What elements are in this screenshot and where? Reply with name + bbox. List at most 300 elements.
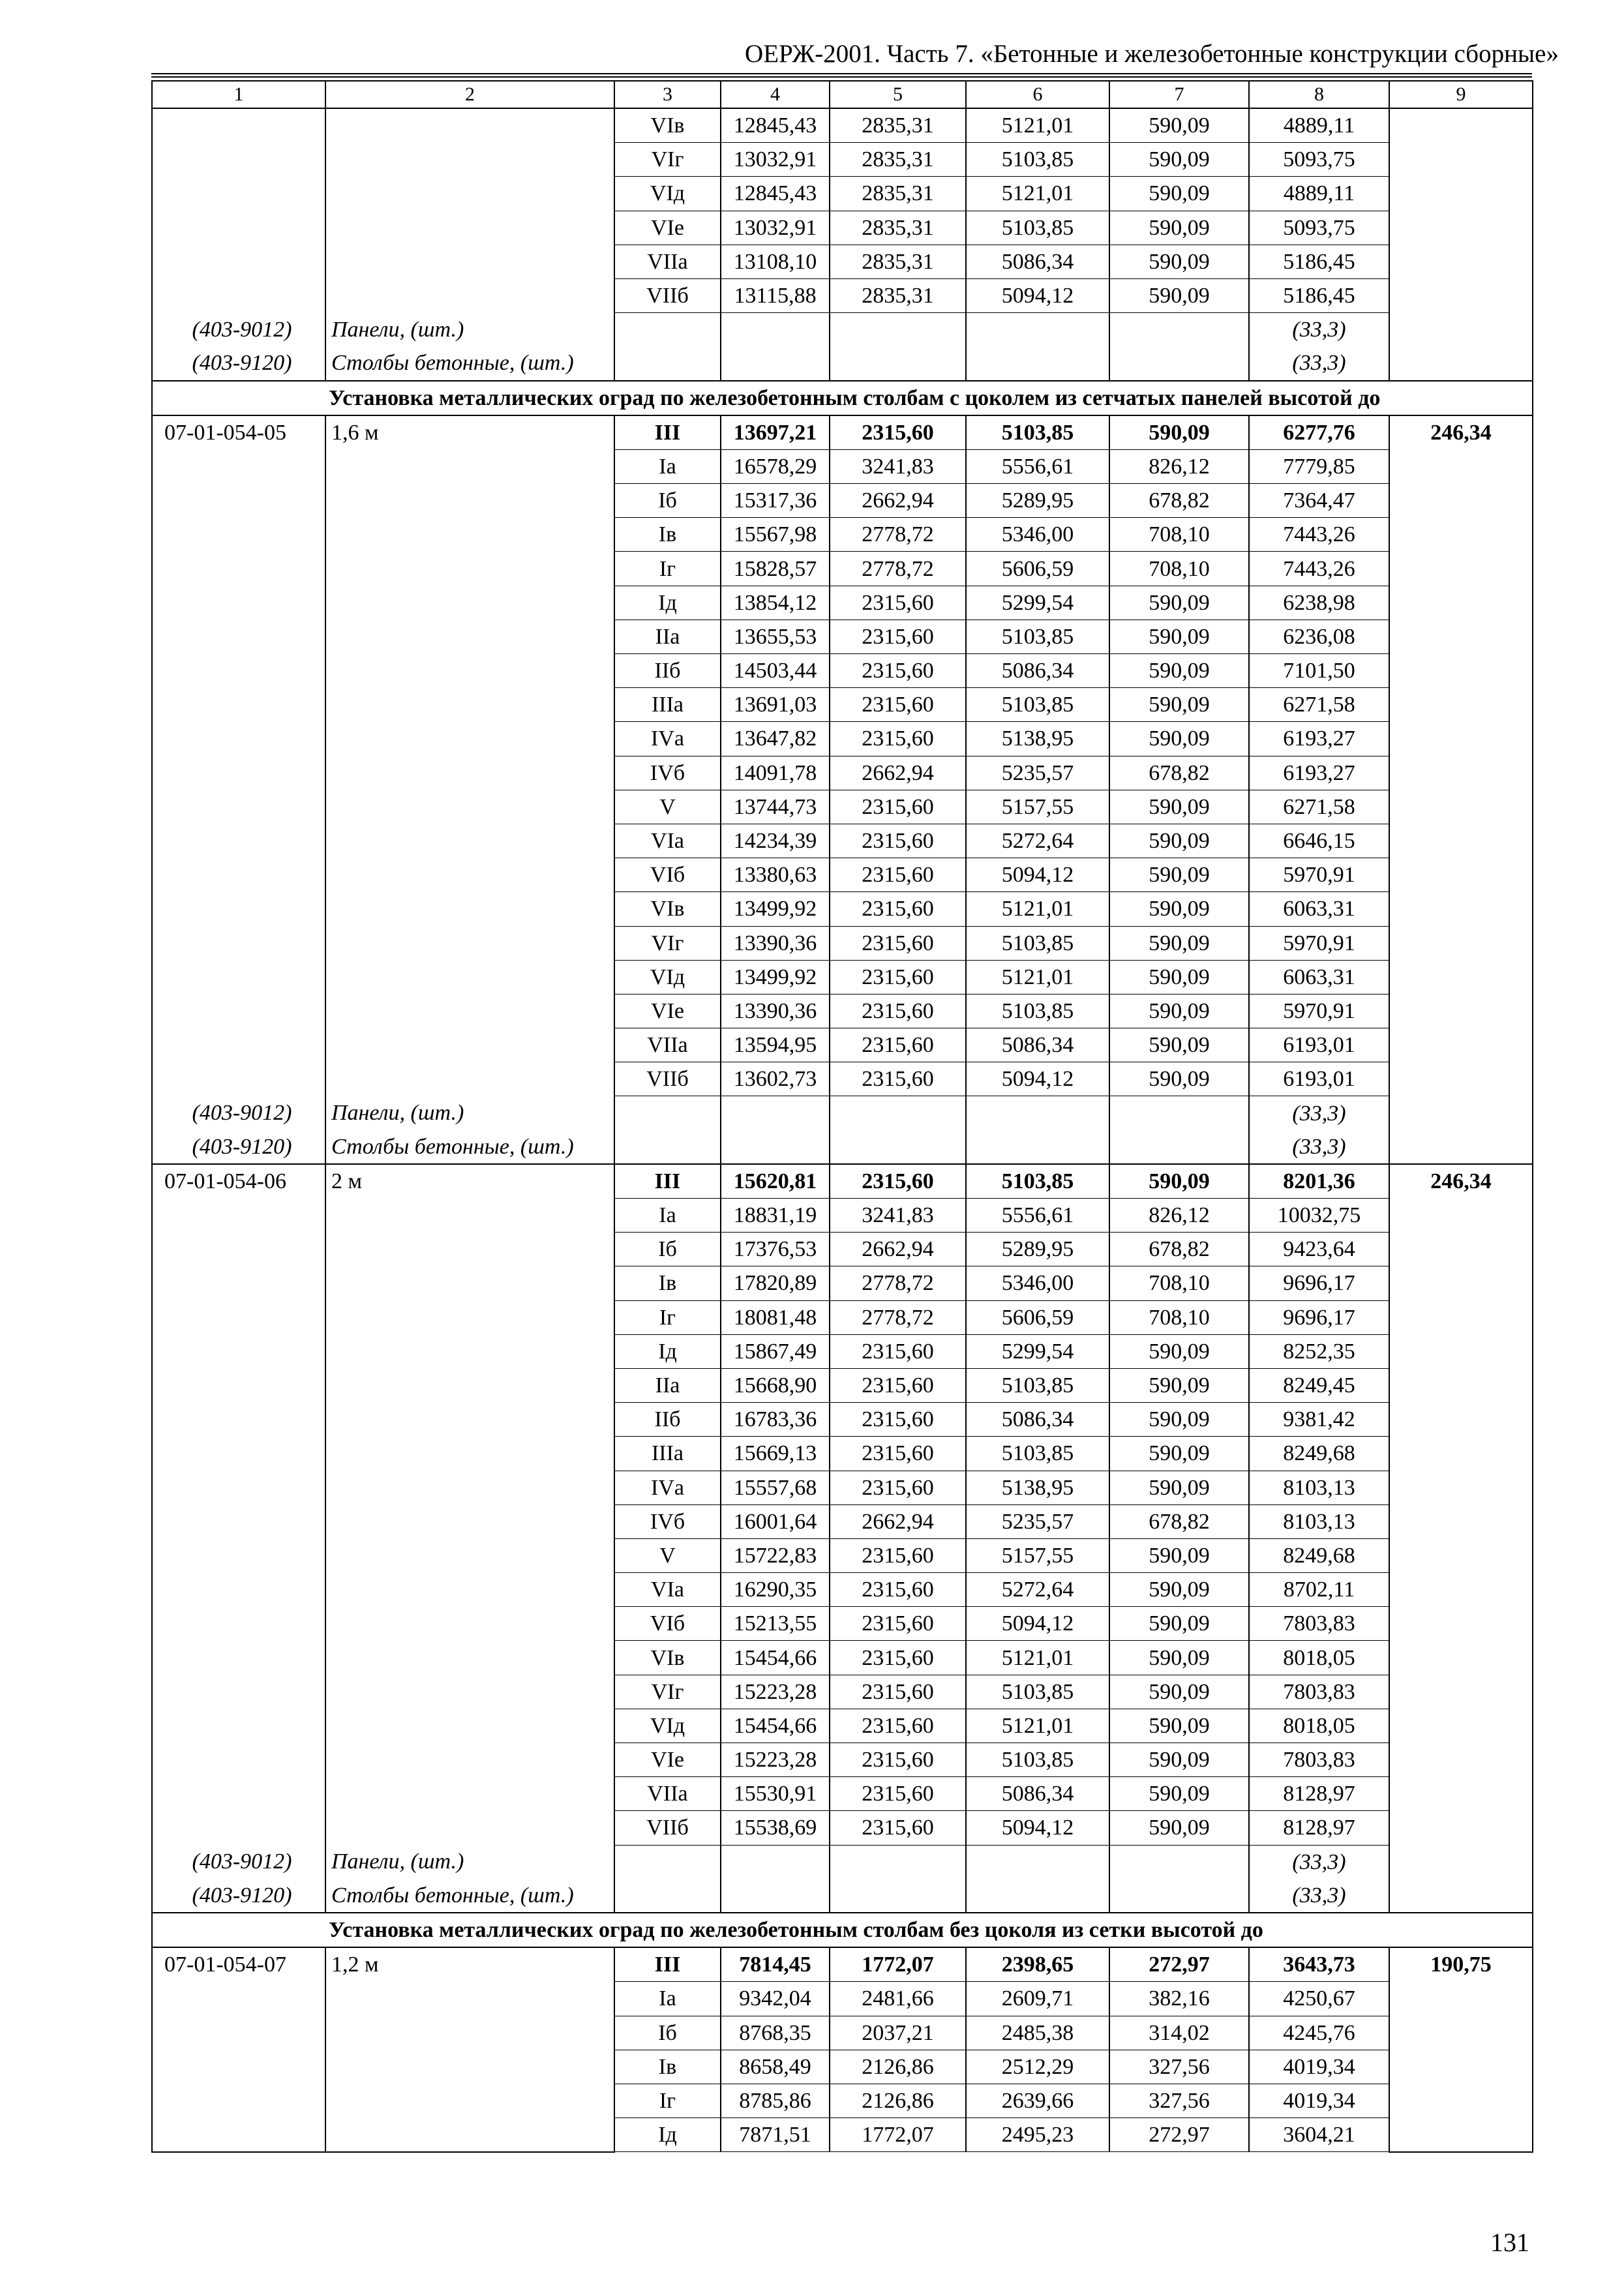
- description-cell: [325, 1607, 614, 1641]
- column-number: 4: [721, 81, 830, 108]
- description-cell: [325, 552, 614, 586]
- description-cell: [325, 1538, 614, 1572]
- labor-cell: [1389, 484, 1533, 518]
- code-cell: [152, 586, 325, 620]
- table-row: [152, 552, 1533, 586]
- zone-cell: VIIб: [614, 1811, 721, 1845]
- driver-wages-cell: 590,09: [1109, 858, 1249, 892]
- labor-cell: [1389, 1199, 1533, 1233]
- wages-cell: 2315,60: [830, 1573, 966, 1607]
- table-row: [152, 415, 1533, 450]
- description-cell: [325, 143, 614, 177]
- total-cost-cell: 15454,66: [721, 1709, 830, 1743]
- zone-cell: VIг: [614, 143, 721, 177]
- labor-cell: [1389, 654, 1533, 688]
- wages-cell: 2315,60: [830, 1811, 966, 1845]
- code-cell: [152, 926, 325, 960]
- driver-wages-cell: 590,09: [1109, 586, 1249, 620]
- total-cost-cell: 13115,88: [721, 278, 830, 312]
- code-cell: (403-9012): [152, 1096, 325, 1130]
- labor-cell: [1389, 552, 1533, 586]
- description-cell: [325, 858, 614, 892]
- description-cell: [325, 1777, 614, 1811]
- total-cost-cell: 15557,68: [721, 1471, 830, 1504]
- description-cell: [325, 177, 614, 211]
- description-cell: Панели, (шт.): [325, 1845, 614, 1879]
- code-cell: [152, 722, 325, 756]
- wages-cell: 2481,66: [830, 1982, 966, 2016]
- description-cell: Панели, (шт.): [325, 313, 614, 347]
- description-cell: [325, 1743, 614, 1777]
- labor-cell: [1389, 313, 1533, 347]
- description-cell: [325, 1437, 614, 1471]
- labor-cell: [1389, 1300, 1533, 1334]
- labor-cell: [1389, 245, 1533, 278]
- wages-cell: 2662,94: [830, 484, 966, 518]
- total-cost-cell: 13744,73: [721, 790, 830, 824]
- wages-cell: 1772,07: [830, 2118, 966, 2152]
- description-cell: [325, 1300, 614, 1334]
- table-row: [152, 1675, 1533, 1709]
- materials-cell: 4889,11: [1249, 108, 1389, 143]
- description-cell: [325, 1471, 614, 1504]
- description-cell: [325, 2050, 614, 2084]
- wages-cell: 2315,60: [830, 1675, 966, 1709]
- description-cell: [325, 1368, 614, 1402]
- materials-cell: 6193,01: [1249, 1062, 1389, 1096]
- driver-wages-cell: 590,09: [1109, 108, 1249, 143]
- zone-cell: VIIа: [614, 1777, 721, 1811]
- driver-wages-cell: 590,09: [1109, 790, 1249, 824]
- zone-cell: IVб: [614, 756, 721, 790]
- labor-cell: [1389, 2016, 1533, 2050]
- table-row: [152, 1709, 1533, 1743]
- zone-cell: VIб: [614, 1607, 721, 1641]
- machine-cost-cell: 2495,23: [966, 2118, 1109, 2152]
- column-number: 3: [614, 81, 721, 108]
- total-cost-cell: 16578,29: [721, 449, 830, 483]
- column-number: 1: [152, 81, 325, 108]
- table-row: [152, 1947, 1533, 1982]
- labor-cell: [1389, 1437, 1533, 1471]
- column-number: 5: [830, 81, 966, 108]
- zone-cell: IIа: [614, 620, 721, 653]
- materials-cell: (33,3): [1249, 1130, 1389, 1164]
- zone-cell: VIа: [614, 824, 721, 858]
- labor-cell: [1389, 722, 1533, 756]
- labor-cell: [1389, 1334, 1533, 1368]
- wages-cell: 2315,60: [830, 1164, 966, 1199]
- table-row: [152, 1538, 1533, 1572]
- machine-cost-cell: [966, 313, 1109, 347]
- machine-cost-cell: 5086,34: [966, 654, 1109, 688]
- driver-wages-cell: 590,09: [1109, 688, 1249, 722]
- code-cell: [152, 1471, 325, 1504]
- labor-cell: [1389, 1062, 1533, 1096]
- wages-cell: 2315,60: [830, 1777, 966, 1811]
- wages-cell: [830, 1879, 966, 1913]
- driver-wages-cell: 678,82: [1109, 484, 1249, 518]
- labor-cell: [1389, 1879, 1533, 1913]
- total-cost-cell: 15828,57: [721, 552, 830, 586]
- materials-cell: 6236,08: [1249, 620, 1389, 653]
- code-cell: [152, 1504, 325, 1538]
- materials-cell: 4245,76: [1249, 2016, 1389, 2050]
- table-row: [152, 1368, 1533, 1402]
- driver-wages-cell: 590,09: [1109, 824, 1249, 858]
- materials-cell: 5970,91: [1249, 926, 1389, 960]
- machine-cost-cell: 5094,12: [966, 858, 1109, 892]
- driver-wages-cell: 590,09: [1109, 994, 1249, 1028]
- labor-cell: [1389, 1471, 1533, 1504]
- machine-cost-cell: 5103,85: [966, 1437, 1109, 1471]
- description-cell: [325, 245, 614, 278]
- machine-cost-cell: 5094,12: [966, 1607, 1109, 1641]
- total-cost-cell: 13390,36: [721, 926, 830, 960]
- machine-cost-cell: [966, 346, 1109, 380]
- machine-cost-cell: 5606,59: [966, 1300, 1109, 1334]
- description-cell: [325, 449, 614, 483]
- wages-cell: 1772,07: [830, 1947, 966, 1982]
- description-cell: [325, 108, 614, 143]
- total-cost-cell: 15223,28: [721, 1743, 830, 1777]
- driver-wages-cell: 590,09: [1109, 620, 1249, 653]
- machine-cost-cell: 5103,85: [966, 143, 1109, 177]
- total-cost-cell: 15867,49: [721, 1334, 830, 1368]
- wages-cell: [830, 1130, 966, 1164]
- machine-cost-cell: 5103,85: [966, 994, 1109, 1028]
- labor-cell: [1389, 1845, 1533, 1879]
- machine-cost-cell: 2609,71: [966, 1982, 1109, 2016]
- labor-cell: [1389, 2118, 1533, 2152]
- wages-cell: 3241,83: [830, 449, 966, 483]
- code-cell: 07-01-054-05: [152, 415, 325, 450]
- wages-cell: 2778,72: [830, 1266, 966, 1300]
- zone-cell: VIб: [614, 858, 721, 892]
- labor-cell: [1389, 858, 1533, 892]
- resource-code-row: [152, 1096, 1533, 1130]
- materials-cell: 5970,91: [1249, 994, 1389, 1028]
- wages-cell: 2662,94: [830, 1504, 966, 1538]
- labor-cell: [1389, 449, 1533, 483]
- description-cell: Столбы бетонные, (шт.): [325, 1130, 614, 1164]
- zone-cell: V: [614, 790, 721, 824]
- code-cell: [152, 518, 325, 552]
- description-cell: [325, 620, 614, 653]
- total-cost-cell: [721, 1879, 830, 1913]
- total-cost-cell: 13697,21: [721, 415, 830, 450]
- total-cost-cell: 8785,86: [721, 2084, 830, 2117]
- driver-wages-cell: 590,09: [1109, 1777, 1249, 1811]
- description-cell: [325, 926, 614, 960]
- labor-cell: [1389, 960, 1533, 994]
- zone-cell: VIд: [614, 1709, 721, 1743]
- code-cell: [152, 1538, 325, 1572]
- zone-cell: Iг: [614, 552, 721, 586]
- column-number: 8: [1249, 81, 1389, 108]
- description-cell: [325, 1641, 614, 1675]
- total-cost-cell: 13032,91: [721, 143, 830, 177]
- machine-cost-cell: 5606,59: [966, 552, 1109, 586]
- zone-cell: [614, 346, 721, 380]
- table-row: [152, 1164, 1533, 1199]
- total-cost-cell: 13594,95: [721, 1028, 830, 1062]
- code-cell: (403-9120): [152, 1879, 325, 1913]
- zone-cell: Iв: [614, 1266, 721, 1300]
- price-table: [151, 80, 1533, 2153]
- wages-cell: 2315,60: [830, 1368, 966, 1402]
- machine-cost-cell: 5103,85: [966, 620, 1109, 653]
- total-cost-cell: [721, 1130, 830, 1164]
- zone-cell: V: [614, 1538, 721, 1572]
- materials-cell: 8249,68: [1249, 1538, 1389, 1572]
- table-row: [152, 1573, 1533, 1607]
- driver-wages-cell: 708,10: [1109, 1266, 1249, 1300]
- labor-cell: [1389, 1573, 1533, 1607]
- driver-wages-cell: 678,82: [1109, 1233, 1249, 1266]
- table-row: [152, 688, 1533, 722]
- zone-cell: IIIа: [614, 1437, 721, 1471]
- zone-cell: [614, 1130, 721, 1164]
- machine-cost-cell: [966, 1879, 1109, 1913]
- total-cost-cell: 13854,12: [721, 586, 830, 620]
- labor-cell: [1389, 1130, 1533, 1164]
- table-row: [152, 245, 1533, 278]
- code-cell: [152, 1266, 325, 1300]
- materials-cell: 6063,31: [1249, 960, 1389, 994]
- resource-code-row: [152, 1879, 1533, 1913]
- driver-wages-cell: 678,82: [1109, 756, 1249, 790]
- code-cell: [152, 892, 325, 926]
- materials-cell: 6271,58: [1249, 688, 1389, 722]
- table-row: [152, 278, 1533, 312]
- materials-cell: 6193,27: [1249, 756, 1389, 790]
- materials-cell: 5970,91: [1249, 858, 1389, 892]
- description-cell: [325, 892, 614, 926]
- labor-cell: [1389, 1233, 1533, 1266]
- description-cell: [325, 211, 614, 245]
- driver-wages-cell: 590,09: [1109, 211, 1249, 245]
- driver-wages-cell: 272,97: [1109, 2118, 1249, 2152]
- total-cost-cell: 15530,91: [721, 1777, 830, 1811]
- column-number-row: [152, 81, 1533, 108]
- zone-cell: VIв: [614, 108, 721, 143]
- machine-cost-cell: 5094,12: [966, 278, 1109, 312]
- section-heading-row: [152, 1913, 1533, 1947]
- table-row: [152, 1403, 1533, 1437]
- page-number: 131: [1490, 2228, 1529, 2257]
- code-cell: (403-9012): [152, 313, 325, 347]
- labor-cell: [1389, 688, 1533, 722]
- code-cell: [152, 1777, 325, 1811]
- wages-cell: 2315,60: [830, 824, 966, 858]
- materials-cell: 6271,58: [1249, 790, 1389, 824]
- materials-cell: 8702,11: [1249, 1573, 1389, 1607]
- code-cell: [152, 1743, 325, 1777]
- machine-cost-cell: 5346,00: [966, 518, 1109, 552]
- total-cost-cell: 13602,73: [721, 1062, 830, 1096]
- wages-cell: 2315,60: [830, 620, 966, 653]
- driver-wages-cell: [1109, 1845, 1249, 1879]
- wages-cell: 2778,72: [830, 552, 966, 586]
- wages-cell: 2126,86: [830, 2084, 966, 2117]
- driver-wages-cell: 678,82: [1109, 1504, 1249, 1538]
- wages-cell: 2835,31: [830, 278, 966, 312]
- code-cell: (403-9120): [152, 1130, 325, 1164]
- labor-cell: [1389, 620, 1533, 653]
- table-row: [152, 484, 1533, 518]
- materials-cell: 9696,17: [1249, 1266, 1389, 1300]
- wages-cell: 2315,60: [830, 960, 966, 994]
- table-row: [152, 177, 1533, 211]
- header-divider: [151, 73, 1532, 78]
- driver-wages-cell: 590,09: [1109, 1437, 1249, 1471]
- driver-wages-cell: 590,09: [1109, 1062, 1249, 1096]
- wages-cell: 2315,60: [830, 1334, 966, 1368]
- zone-cell: Iв: [614, 518, 721, 552]
- driver-wages-cell: 590,09: [1109, 892, 1249, 926]
- code-cell: [152, 1062, 325, 1096]
- table-row: [152, 1062, 1533, 1096]
- materials-cell: 8252,35: [1249, 1334, 1389, 1368]
- materials-cell: 5186,45: [1249, 245, 1389, 278]
- zone-cell: Iг: [614, 2084, 721, 2117]
- zone-cell: Iв: [614, 2050, 721, 2084]
- total-cost-cell: 17820,89: [721, 1266, 830, 1300]
- zone-cell: VIIб: [614, 1062, 721, 1096]
- machine-cost-cell: 5157,55: [966, 790, 1109, 824]
- machine-cost-cell: 5289,95: [966, 484, 1109, 518]
- wages-cell: 2662,94: [830, 756, 966, 790]
- wages-cell: 2315,60: [830, 1028, 966, 1062]
- description-cell: [325, 824, 614, 858]
- driver-wages-cell: 327,56: [1109, 2050, 1249, 2084]
- code-cell: [152, 960, 325, 994]
- driver-wages-cell: 590,09: [1109, 1709, 1249, 1743]
- code-cell: [152, 688, 325, 722]
- wages-cell: 2835,31: [830, 108, 966, 143]
- labor-cell: [1389, 1709, 1533, 1743]
- materials-cell: 9696,17: [1249, 1300, 1389, 1334]
- wages-cell: 2315,60: [830, 1437, 966, 1471]
- materials-cell: 5186,45: [1249, 278, 1389, 312]
- driver-wages-cell: 590,09: [1109, 926, 1249, 960]
- labor-cell: 246,34: [1389, 415, 1533, 450]
- materials-cell: 6063,31: [1249, 892, 1389, 926]
- description-cell: [325, 2084, 614, 2117]
- table-row: [152, 1641, 1533, 1675]
- total-cost-cell: 15317,36: [721, 484, 830, 518]
- materials-cell: 10032,75: [1249, 1199, 1389, 1233]
- total-cost-cell: 13499,92: [721, 892, 830, 926]
- machine-cost-cell: 2485,38: [966, 2016, 1109, 2050]
- description-cell: [325, 1504, 614, 1538]
- materials-cell: 5093,75: [1249, 143, 1389, 177]
- code-cell: [152, 620, 325, 653]
- code-cell: [152, 552, 325, 586]
- driver-wages-cell: 314,02: [1109, 2016, 1249, 2050]
- driver-wages-cell: 590,09: [1109, 722, 1249, 756]
- materials-cell: (33,3): [1249, 346, 1389, 380]
- wages-cell: 2315,60: [830, 1471, 966, 1504]
- zone-cell: VIд: [614, 960, 721, 994]
- machine-cost-cell: 5086,34: [966, 1403, 1109, 1437]
- wages-cell: 2315,60: [830, 654, 966, 688]
- driver-wages-cell: 708,10: [1109, 552, 1249, 586]
- labor-cell: [1389, 518, 1533, 552]
- zone-cell: III: [614, 1947, 721, 1982]
- materials-cell: 3604,21: [1249, 2118, 1389, 2152]
- code-cell: [152, 278, 325, 312]
- driver-wages-cell: 382,16: [1109, 1982, 1249, 2016]
- code-cell: [152, 2050, 325, 2084]
- code-cell: [152, 211, 325, 245]
- driver-wages-cell: 272,97: [1109, 1947, 1249, 1982]
- code-cell: [152, 108, 325, 143]
- driver-wages-cell: [1109, 1096, 1249, 1130]
- resource-code-row: [152, 1845, 1533, 1879]
- table-row: [152, 1777, 1533, 1811]
- total-cost-cell: [721, 1845, 830, 1879]
- machine-cost-cell: 5121,01: [966, 892, 1109, 926]
- table-row: [152, 518, 1533, 552]
- code-cell: [152, 484, 325, 518]
- materials-cell: 8249,68: [1249, 1437, 1389, 1471]
- machine-cost-cell: 5121,01: [966, 177, 1109, 211]
- code-cell: 07-01-054-07: [152, 1947, 325, 1982]
- table-row: [152, 1437, 1533, 1471]
- labor-cell: [1389, 1641, 1533, 1675]
- code-cell: [152, 2084, 325, 2117]
- code-cell: [152, 1437, 325, 1471]
- code-cell: (403-9120): [152, 346, 325, 380]
- machine-cost-cell: 2512,29: [966, 2050, 1109, 2084]
- zone-cell: IIIа: [614, 688, 721, 722]
- machine-cost-cell: 5235,57: [966, 1504, 1109, 1538]
- materials-cell: 6238,98: [1249, 586, 1389, 620]
- machine-cost-cell: [966, 1096, 1109, 1130]
- labor-cell: [1389, 1538, 1533, 1572]
- materials-cell: 7779,85: [1249, 449, 1389, 483]
- wages-cell: 2315,60: [830, 858, 966, 892]
- materials-cell: 8201,36: [1249, 1164, 1389, 1199]
- description-cell: [325, 1573, 614, 1607]
- zone-cell: Iа: [614, 449, 721, 483]
- table-row: [152, 2016, 1533, 2050]
- total-cost-cell: 9342,04: [721, 1982, 830, 2016]
- table-row: [152, 824, 1533, 858]
- total-cost-cell: 15538,69: [721, 1811, 830, 1845]
- driver-wages-cell: 590,09: [1109, 1573, 1249, 1607]
- materials-cell: 8128,97: [1249, 1777, 1389, 1811]
- machine-cost-cell: 5103,85: [966, 1368, 1109, 1402]
- table-row: [152, 143, 1533, 177]
- materials-cell: 8103,13: [1249, 1504, 1389, 1538]
- zone-cell: [614, 1096, 721, 1130]
- wages-cell: 2315,60: [830, 1641, 966, 1675]
- wages-cell: [830, 313, 966, 347]
- zone-cell: IIа: [614, 1368, 721, 1402]
- total-cost-cell: 13032,91: [721, 211, 830, 245]
- table-row: [152, 926, 1533, 960]
- total-cost-cell: 15567,98: [721, 518, 830, 552]
- labor-cell: [1389, 108, 1533, 143]
- driver-wages-cell: 590,09: [1109, 1538, 1249, 1572]
- total-cost-cell: [721, 1096, 830, 1130]
- description-cell: [325, 1062, 614, 1096]
- total-cost-cell: 7814,45: [721, 1947, 830, 1982]
- wages-cell: 2315,60: [830, 1709, 966, 1743]
